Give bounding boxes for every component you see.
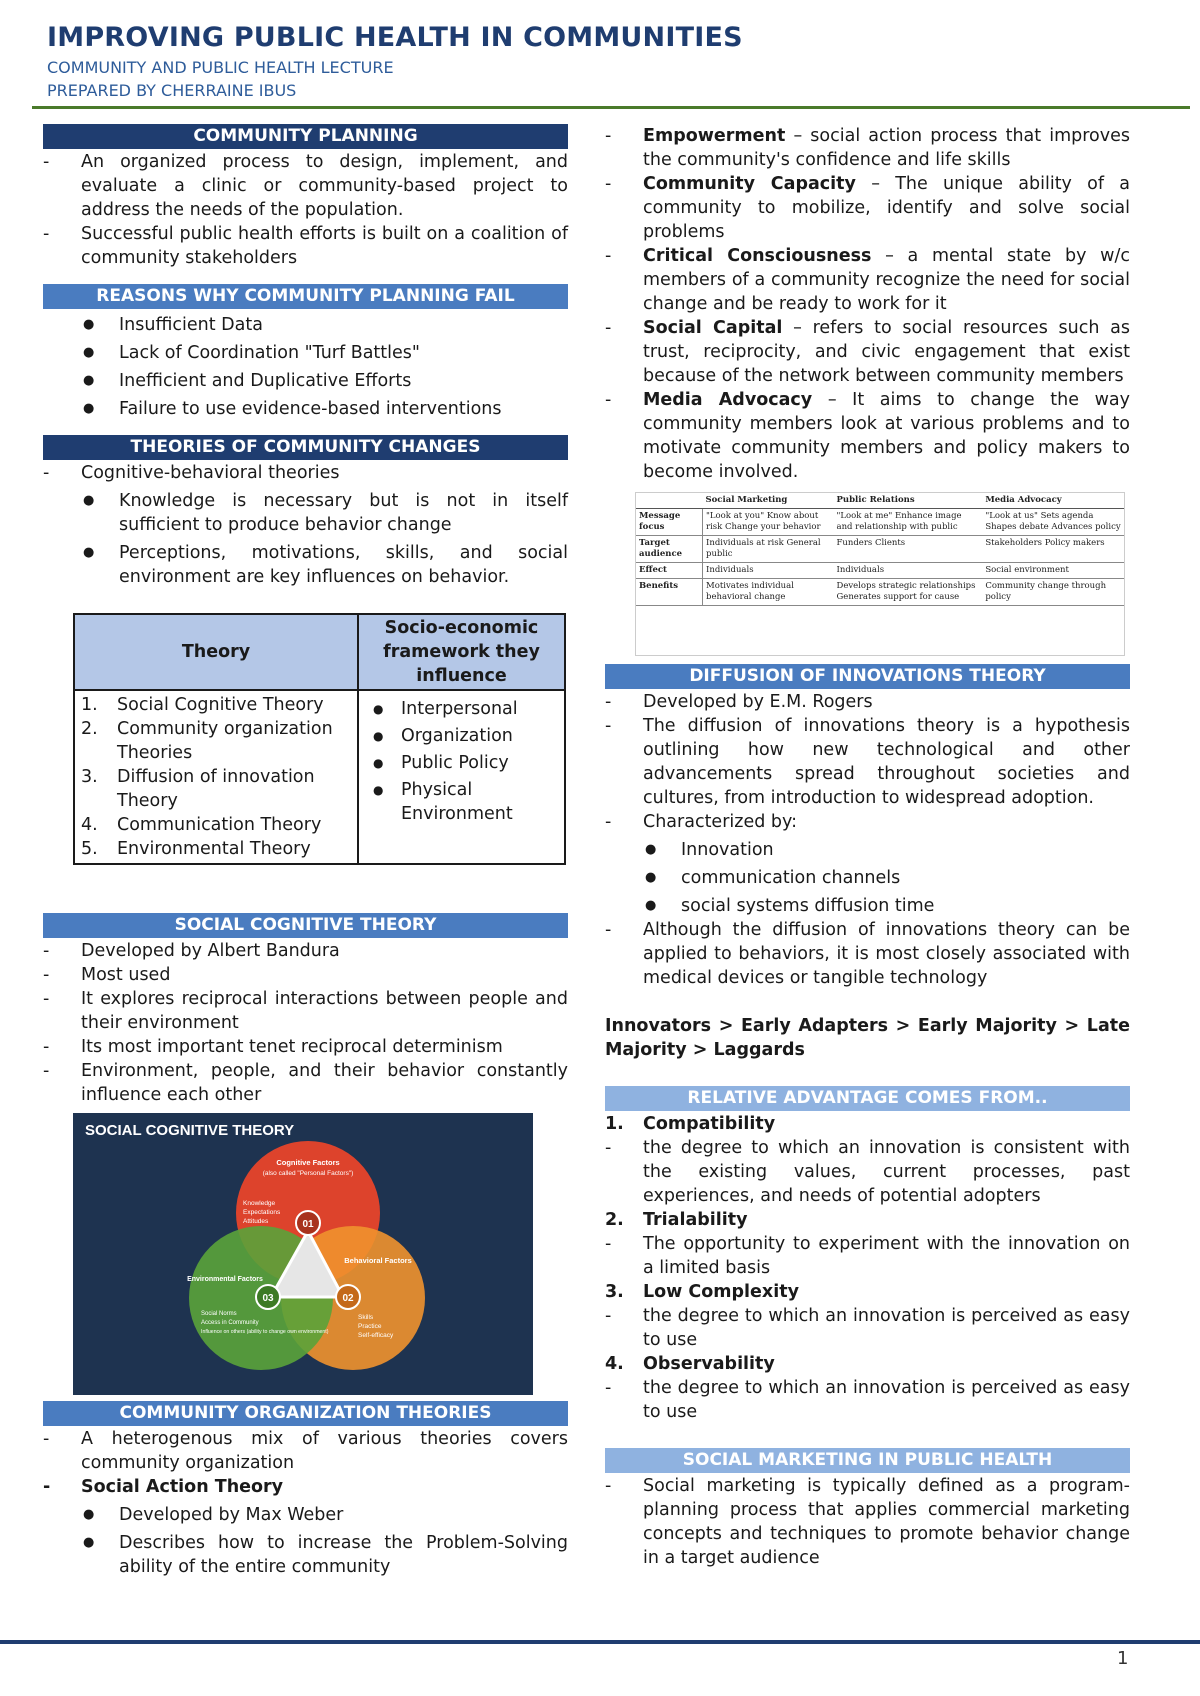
definition-item: - Media Advocacy – It aims to change the way community members look at various problems and to motivate community members and policy makers to become involved. <box>605 388 1130 484</box>
list-item: - Its most important tenet reciprocal determinism <box>43 1035 568 1059</box>
header-rule <box>32 106 1190 109</box>
row-label: Effect <box>636 563 703 579</box>
table-header-theory: Theory <box>74 614 358 690</box>
definition-item: - Community Capacity – The unique ability of a community to mobilize, identify and solve social problems <box>605 172 1130 244</box>
definition-item: - Social Capital – refers to social resources such as trust, reciprocity, and civic engagement that exist because of the network between community members <box>605 316 1130 388</box>
list-item: - An organized process to design, implement, and evaluate a clinic or community-based project to address the needs of the population. <box>43 150 568 222</box>
table-cell: Develops strategic relationships Generates support for cause <box>834 579 983 606</box>
numbered-item: 1. Compatibility <box>605 1114 776 1134</box>
table-row <box>636 579 1124 606</box>
framework-item: ● Public Policy <box>365 751 558 775</box>
table-row <box>636 563 1124 579</box>
numbered-item: 4. Observability <box>605 1354 775 1374</box>
subheading-social-action: - Social Action Theory <box>43 1475 568 1499</box>
figure-title: SOCIAL COGNITIVE THEORY <box>85 1122 295 1139</box>
page-number: 1 <box>1117 1648 1129 1669</box>
theory-list-item: 4. Communication Theory <box>81 815 322 835</box>
theory-list-cell <box>74 690 358 864</box>
comparison-table-image <box>635 492 1125 656</box>
list-item: - Most used <box>43 963 568 987</box>
bullet-item: ● Knowledge is necessary but is not in itself sufficient to produce behavior change <box>43 489 568 537</box>
comparison-header <box>636 493 703 509</box>
bullet-item: ● social systems diffusion time <box>605 894 1130 918</box>
marker-03-label: 03 <box>262 1293 274 1304</box>
table-row <box>636 536 1124 563</box>
page-title: IMPROVING PUBLIC HEALTH IN COMMUNITIES <box>47 22 743 53</box>
framework-list-cell <box>358 690 565 864</box>
table-cell: "Look at you" Know about risk Change your behavior <box>703 509 834 536</box>
section-heading-theories-changes: THEORIES OF COMMUNITY CHANGES <box>43 435 568 460</box>
list-item: - Successful public health efforts is built on a coalition of community stakeholders <box>43 222 568 270</box>
course-subtitle: COMMUNITY AND PUBLIC HEALTH LECTURE <box>47 58 394 77</box>
cognitive-sub-label: (also called "Personal Factors") <box>262 1170 354 1177</box>
list-item: - Characterized by: <box>605 810 1130 834</box>
cognitive-point: Expectations <box>243 1209 281 1216</box>
cognitive-point: Attitudes <box>243 1218 269 1225</box>
definition-item: - Critical Consciousness – a mental state by w/c members of a community recognize the need for social change and be ready to work for it <box>605 244 1130 316</box>
table-cell: Community change through policy <box>982 579 1124 606</box>
table-cell: "Look at us" Sets agenda Shapes debate Advances policy <box>982 509 1124 536</box>
list-item: - The opportunity to experiment with the innovation on a limited basis <box>605 1232 1130 1280</box>
table-row <box>636 509 1124 536</box>
list-item: - The diffusion of innovations theory is a hypothesis outlining how new technological and other advancements spread throughout societies and cultures, from introduction to widespread adoption. <box>605 714 1130 810</box>
bullet-item: ● Failure to use evidence-based interventions <box>43 397 568 421</box>
table-cell: Social environment <box>982 563 1124 579</box>
theory-list-item: 1. Social Cognitive Theory <box>81 695 324 715</box>
section-heading-reasons-fail: REASONS WHY COMMUNITY PLANNING FAIL <box>43 284 568 309</box>
environmental-point: Access in Community <box>201 1320 259 1326</box>
bullet-item: ● Lack of Coordination "Turf Battles" <box>43 341 568 365</box>
list-item: - the degree to which an innovation is perceived as easy to use <box>605 1376 1130 1424</box>
table-cell: Funders Clients <box>834 536 983 563</box>
adopter-sequence: Innovators > Early Adapters > Early Majority > Late Majority > Laggards <box>605 1016 1130 1060</box>
list-item: - Cognitive-behavioral theories <box>43 461 568 485</box>
comparison-header: Public Relations <box>834 493 983 509</box>
list-item: - Environment, people, and their behavior constantly influence each other <box>43 1059 568 1107</box>
table-cell: "Look at me" Enhance image and relationship with public <box>834 509 983 536</box>
behavioral-point: Self-efficacy <box>358 1332 394 1339</box>
numbered-item: 3. Low Complexity <box>605 1282 799 1302</box>
section-heading-social-cognitive: SOCIAL COGNITIVE THEORY <box>43 913 568 938</box>
social-cognitive-diagram <box>73 1113 533 1395</box>
section-heading-community-org: COMMUNITY ORGANIZATION THEORIES <box>43 1401 568 1426</box>
bullet-item: ● Innovation <box>605 838 1130 862</box>
right-column <box>605 124 1130 1570</box>
framework-item: ● Physical Environment <box>365 778 558 826</box>
social-cognitive-figure <box>73 1113 533 1395</box>
table-header-framework: Socio-economic framework they influence <box>358 614 565 690</box>
behavioral-point: Skills <box>358 1314 374 1321</box>
bullet-item: ● Developed by Max Weber <box>43 1503 568 1527</box>
list-item: - Developed by E.M. Rogers <box>605 690 1130 714</box>
cognitive-label: Cognitive Factors <box>276 1158 340 1167</box>
list-item: - It explores reciprocal interactions between people and their environment <box>43 987 568 1035</box>
theory-list-item: 2. Community organization Theories <box>81 719 333 763</box>
numbered-item: 2. Trialability <box>605 1210 748 1230</box>
section-heading-social-marketing: SOCIAL MARKETING IN PUBLIC HEALTH <box>605 1448 1130 1473</box>
bullet-item: ● Insufficient Data <box>43 313 568 337</box>
section-heading-diffusion: DIFFUSION OF INNOVATIONS THEORY <box>605 664 1130 689</box>
list-item: - Although the diffusion of innovations theory can be applied to behaviors, it is most closely associated with medical devices or tangible technology <box>605 918 1130 990</box>
list-item: - the degree to which an innovation is perceived as easy to use <box>605 1304 1130 1352</box>
behavioral-label: Behavioral Factors <box>344 1256 412 1265</box>
bullet-item: ● Perceptions, motivations, skills, and social environment are key influences on behavior. <box>43 541 568 589</box>
table-cell: Stakeholders Policy makers <box>982 536 1124 563</box>
environmental-point: Influence on others (ability to change own environment) <box>201 1329 329 1335</box>
theory-table <box>73 613 566 865</box>
list-item: - Developed by Albert Bandura <box>43 939 568 963</box>
left-column <box>43 124 568 1579</box>
row-label: Target audience <box>636 536 703 563</box>
cognitive-point: Knowledge <box>243 1200 276 1207</box>
theory-list-item: 3. Diffusion of innovation Theory <box>81 767 315 811</box>
bullet-item: ● Describes how to increase the Problem-Solving ability of the entire community <box>43 1531 568 1579</box>
comparison-table <box>636 493 1124 606</box>
environmental-point: Social Norms <box>201 1311 237 1317</box>
author-subtitle: PREPARED BY CHERRAINE IBUS <box>47 81 297 100</box>
marker-01-label: 01 <box>302 1219 314 1230</box>
behavioral-point: Practice <box>358 1323 382 1330</box>
framework-item: ● Interpersonal <box>365 697 558 721</box>
list-item: - Social marketing is typically defined as a program-planning process that applies commercial marketing concepts and techniques to promote behavior change in a target audience <box>605 1474 1130 1570</box>
list-item: - the degree to which an innovation is consistent with the existing values, current processes, past experiences, and needs of potential adopters <box>605 1136 1130 1208</box>
table-cell: Individuals <box>834 563 983 579</box>
theory-list-item: 5. Environmental Theory <box>81 839 311 859</box>
row-label: Benefits <box>636 579 703 606</box>
section-heading-community-planning: COMMUNITY PLANNING <box>43 124 568 149</box>
bullet-item: ● communication channels <box>605 866 1130 890</box>
section-heading-relative-advantage: RELATIVE ADVANTAGE COMES FROM.. <box>605 1086 1130 1111</box>
table-cell: Individuals <box>703 563 834 579</box>
table-cell: Individuals at risk General public <box>703 536 834 563</box>
comparison-header: Social Marketing <box>703 493 834 509</box>
bullet-item: ● Inefficient and Duplicative Efforts <box>43 369 568 393</box>
row-label: Message focus <box>636 509 703 536</box>
list-item: - A heterogenous mix of various theories covers community organization <box>43 1427 568 1475</box>
table-cell: Motivates individual behavioral change <box>703 579 834 606</box>
definition-item: - Empowerment – social action process that improves the community's confidence and life skills <box>605 124 1130 172</box>
comparison-header: Media Advocacy <box>982 493 1124 509</box>
marker-02-label: 02 <box>342 1293 354 1304</box>
framework-item: ● Organization <box>365 724 558 748</box>
footer-rule <box>0 1640 1200 1644</box>
environmental-label: Environmental Factors <box>187 1276 263 1283</box>
